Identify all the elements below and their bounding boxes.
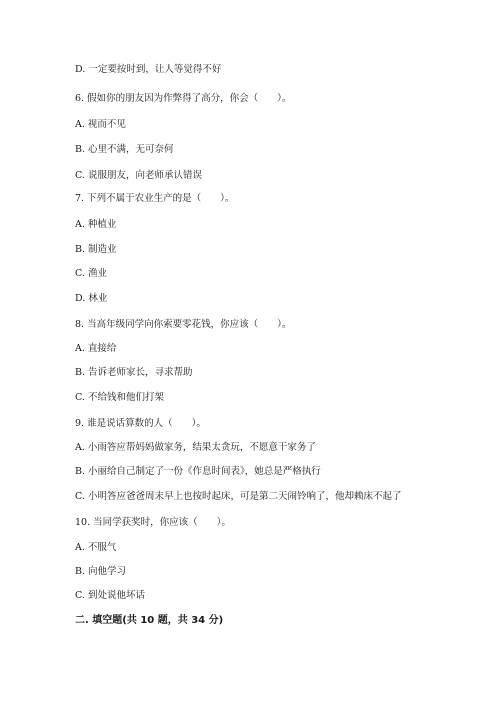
q6-stem: 6. 假如你的朋友因为作弊得了高分，你会（ ）。 (75, 93, 292, 104)
section-fill-blank-title: 二. 填空题(共 10 题，共 34 分) (75, 615, 224, 626)
q7-option-c: C. 渔业 (75, 268, 107, 279)
q6-option-a: A. 视而不见 (75, 119, 126, 130)
q7-option-b: B. 制造业 (75, 244, 117, 255)
q7-stem: 7. 下列不属于农业生产的是（ ）。 (75, 193, 235, 204)
q8-stem: 8. 当高年级同学向你索要零花钱，你应该（ ）。 (75, 319, 292, 330)
q10-option-a: A. 不服气 (75, 542, 117, 553)
q9-option-c: C. 小明答应爸爸周末早上也按时起床，可是第二天闹铃响了，他却赖床不起了 (75, 491, 402, 502)
q10-option-c: C. 到处说他坏话 (75, 590, 145, 601)
q6-option-b: B. 心里不满，无可奈何 (75, 144, 174, 155)
q9-option-a: A. 小雨答应帮妈妈做家务，结果太贪玩，不愿意干家务了 (75, 442, 316, 453)
q9-option-b: B. 小丽给自己制定了一份《作息时间表》，她总是严格执行 (75, 466, 321, 477)
q8-option-b: B. 告诉老师家长，寻求帮助 (75, 367, 193, 378)
q6-option-c: C. 说服朋友，向老师承认错误 (75, 170, 202, 181)
q5-option-d: D. 一定要按时到，让人等觉得不好 (75, 64, 222, 75)
q10-stem: 10. 当同学获奖时，你应该（ ）。 (75, 517, 231, 528)
q8-option-c: C. 不给钱和他们打架 (75, 392, 164, 403)
q7-option-a: A. 种植业 (75, 219, 117, 230)
q7-option-d: D. 林业 (75, 293, 108, 304)
q10-option-b: B. 向他学习 (75, 566, 127, 577)
q9-stem: 9. 谁是说话算数的人（ ）。 (75, 418, 206, 429)
q8-option-a: A. 直接给 (75, 343, 117, 354)
